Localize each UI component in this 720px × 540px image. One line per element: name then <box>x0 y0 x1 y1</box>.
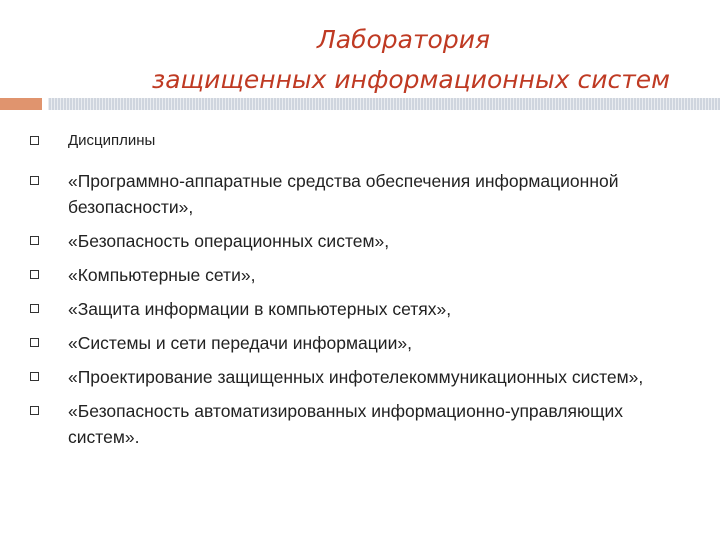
square-outline-icon <box>30 176 39 185</box>
list-item-text: «Программно-аппаратные средства обеспечения информационной безопасности», <box>68 171 619 217</box>
title-line-2: защищенных информационных систем <box>151 65 670 94</box>
divider-rule-bar <box>48 98 720 110</box>
list-item <box>30 364 690 390</box>
square-outline-icon <box>30 338 39 347</box>
list-item-text: «Защита информации в компьютерных сетях», <box>68 299 452 319</box>
square-outline-icon <box>30 270 39 279</box>
list-item <box>30 262 690 288</box>
list-item-text: «Компьютерные сети», <box>68 265 256 285</box>
slide-title <box>40 20 670 100</box>
list-item-text: Дисциплины <box>68 132 156 149</box>
list-item <box>30 168 690 220</box>
list-item <box>30 296 690 322</box>
divider-accent-bar <box>0 98 42 110</box>
list-item-text: «Безопасность автоматизированных информационно-управляющих систем». <box>68 401 624 447</box>
square-outline-icon <box>30 136 39 145</box>
list-item <box>30 228 690 254</box>
list-item-text: «Безопасность операционных систем», <box>68 231 390 251</box>
list-item-text: «Проектирование защищенных инфотелекоммуникационных систем», <box>68 367 644 387</box>
square-outline-icon <box>30 406 39 415</box>
square-outline-icon <box>30 372 39 381</box>
list-item <box>30 398 690 450</box>
discipline-list <box>30 128 690 450</box>
list-item-heading <box>30 128 690 154</box>
square-outline-icon <box>30 236 39 245</box>
square-outline-icon <box>30 304 39 313</box>
list-item-text: «Системы и сети передачи информации», <box>68 333 412 353</box>
title-line-1: Лаборатория <box>316 25 490 54</box>
list-item <box>30 330 690 356</box>
